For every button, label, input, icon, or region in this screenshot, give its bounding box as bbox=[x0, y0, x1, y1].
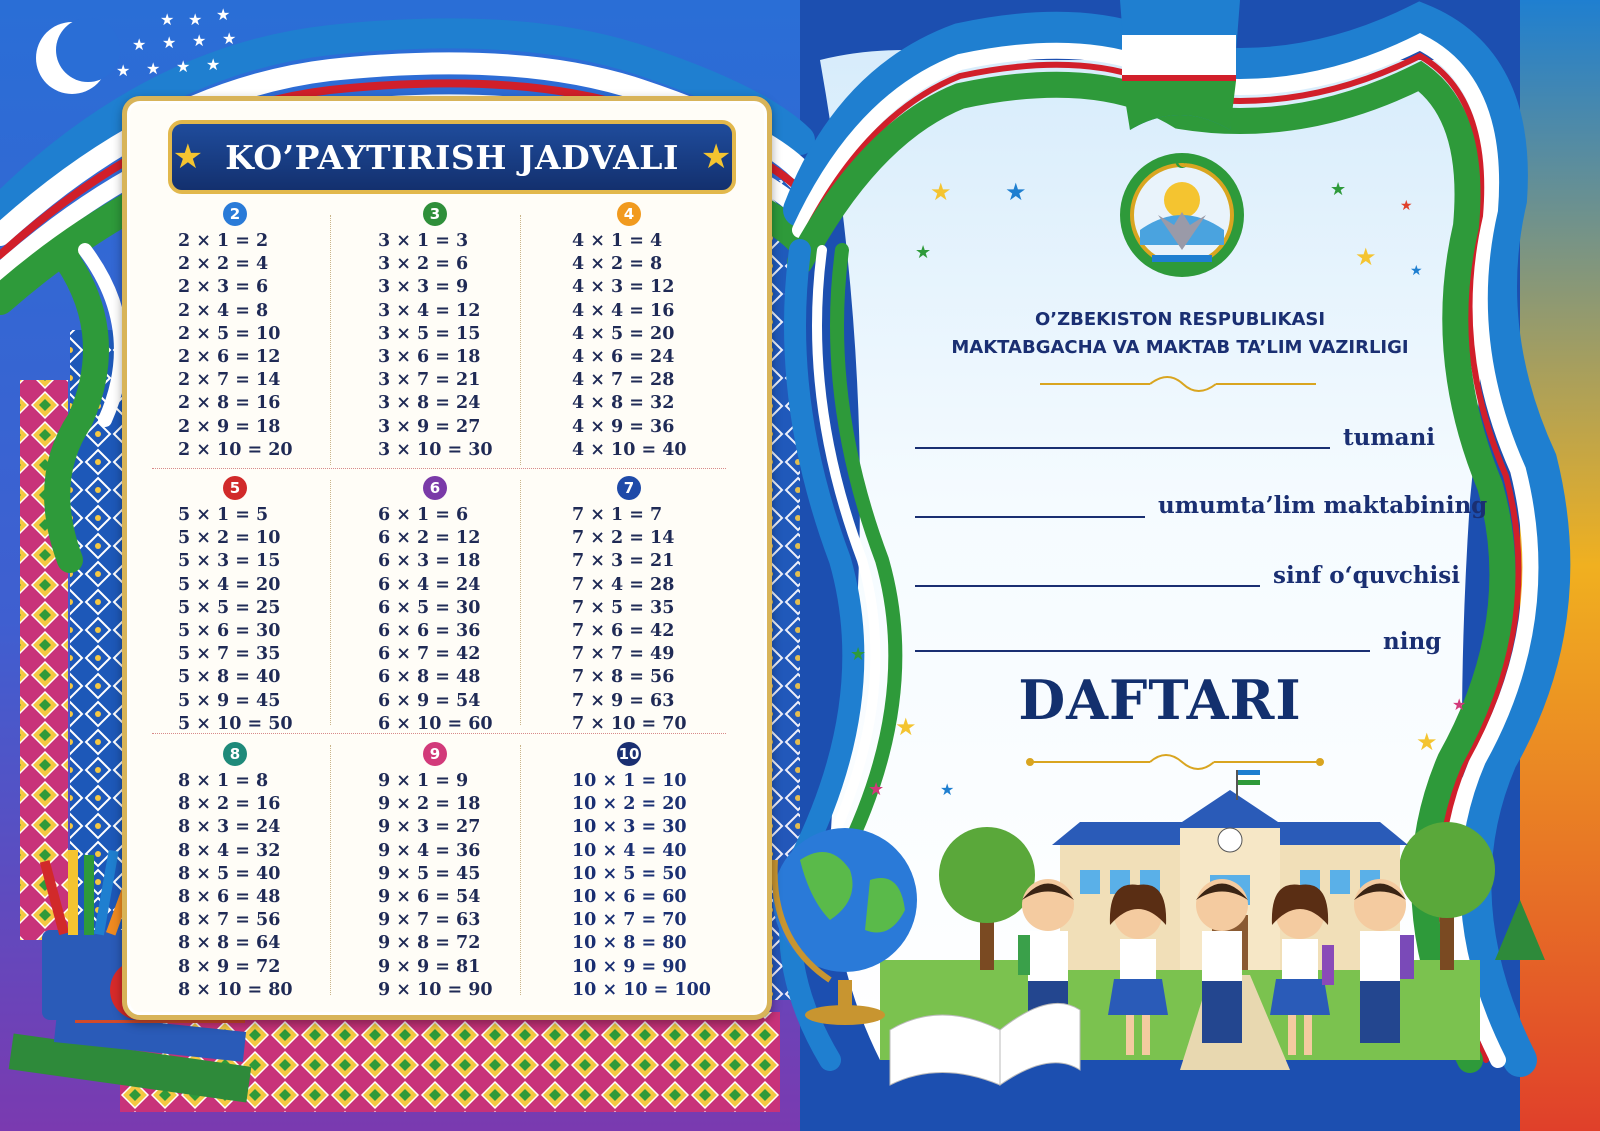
class-blank-line[interactable] bbox=[915, 585, 1260, 587]
table-title: KO’PAYTIRISH JADVALI bbox=[225, 137, 679, 177]
block-number-badge: 5 bbox=[223, 476, 247, 500]
notebook-title: DAFTARI bbox=[1018, 668, 1302, 732]
equation-line: 6 × 4 = 24 bbox=[378, 574, 481, 595]
block-number-badge: 2 bbox=[223, 202, 247, 226]
svg-text:★: ★ bbox=[1330, 179, 1347, 200]
equation-line: 10 × 9 = 90 bbox=[572, 956, 687, 977]
svg-text:★: ★ bbox=[192, 31, 207, 50]
equation-line: 2 × 4 = 8 bbox=[178, 300, 269, 321]
equation-line: 4 × 8 = 32 bbox=[572, 393, 675, 414]
equation-line: 6 × 3 = 18 bbox=[378, 551, 481, 572]
equation-line: 5 × 10 = 50 bbox=[178, 713, 293, 734]
svg-text:★: ★ bbox=[850, 644, 867, 665]
column-divider bbox=[330, 480, 331, 725]
svg-text:★: ★ bbox=[940, 780, 955, 799]
student-name-label: ning bbox=[1383, 628, 1442, 655]
svg-text:★: ★ bbox=[160, 10, 175, 29]
equation-line: 6 × 2 = 12 bbox=[378, 528, 481, 549]
equation-line: 6 × 6 = 36 bbox=[378, 621, 481, 642]
equation-line: 7 × 2 = 14 bbox=[572, 528, 675, 549]
block-number-badge: 7 bbox=[617, 476, 641, 500]
district-label: tumani bbox=[1343, 424, 1436, 451]
equation-line: 5 × 4 = 20 bbox=[178, 574, 281, 595]
equation-line: 5 × 1 = 5 bbox=[178, 505, 269, 525]
svg-text:★: ★ bbox=[1400, 198, 1413, 214]
block-number-badge: 3 bbox=[423, 202, 447, 226]
equation-line: 10 × 7 = 70 bbox=[572, 910, 687, 931]
equation-line: 8 × 10 = 80 bbox=[178, 979, 293, 1000]
equation-line: 9 × 3 = 27 bbox=[378, 817, 481, 838]
equation-line: 7 × 4 = 28 bbox=[572, 574, 675, 595]
equation-line: 5 × 6 = 30 bbox=[178, 621, 281, 642]
svg-text:★: ★ bbox=[176, 57, 191, 76]
equation-line: 2 × 8 = 16 bbox=[178, 393, 281, 414]
equation-line: 3 × 9 = 27 bbox=[378, 416, 481, 437]
column-divider bbox=[330, 215, 331, 465]
row-divider bbox=[152, 468, 726, 469]
equation-line: 3 × 10 = 30 bbox=[378, 439, 493, 460]
equation-line: 4 × 4 = 16 bbox=[572, 300, 675, 321]
svg-text:★: ★ bbox=[895, 713, 917, 741]
equation-line: 6 × 1 = 6 bbox=[378, 505, 469, 525]
table-block-5 bbox=[178, 476, 373, 736]
svg-text:★: ★ bbox=[1410, 263, 1423, 279]
table-block-9 bbox=[378, 742, 573, 1002]
equation-line: 7 × 3 = 21 bbox=[572, 551, 675, 572]
equation-line: 2 × 5 = 10 bbox=[178, 323, 281, 344]
column-divider bbox=[520, 215, 521, 465]
equation-line: 5 × 8 = 40 bbox=[178, 667, 281, 688]
svg-text:★: ★ bbox=[1005, 178, 1027, 206]
district-blank-line[interactable] bbox=[915, 447, 1330, 449]
equation-line: 3 × 7 = 21 bbox=[378, 370, 481, 391]
equation-line: 8 × 8 = 64 bbox=[178, 933, 281, 954]
svg-text:☪: ☪ bbox=[1173, 152, 1191, 173]
equation-line: 3 × 8 = 24 bbox=[378, 393, 481, 414]
equation-line: 5 × 2 = 10 bbox=[178, 528, 281, 549]
equation-line: 8 × 2 = 16 bbox=[178, 794, 281, 815]
svg-text:★: ★ bbox=[915, 242, 932, 263]
equation-line: 9 × 5 = 45 bbox=[378, 863, 481, 884]
equation-line: 3 × 2 = 6 bbox=[378, 254, 469, 275]
table-block-6 bbox=[378, 476, 573, 736]
equation-line: 9 × 10 = 90 bbox=[378, 979, 493, 1000]
table-block-2 bbox=[178, 202, 373, 462]
equation-line: 4 × 7 = 28 bbox=[572, 370, 675, 391]
star-icon: ★ bbox=[172, 137, 204, 177]
svg-text:★: ★ bbox=[116, 61, 131, 80]
column-divider bbox=[330, 745, 331, 995]
equation-line: 3 × 3 = 9 bbox=[378, 277, 469, 298]
equation-line: 9 × 1 = 9 bbox=[378, 771, 469, 791]
block-number-badge: 10 bbox=[617, 742, 641, 766]
equation-line: 10 × 3 = 30 bbox=[572, 817, 687, 838]
ministry-line-2: MAKTABGACHA VA MAKTAB TA’LIM VAZIRLIGI bbox=[951, 337, 1409, 358]
equation-line: 3 × 6 = 18 bbox=[378, 347, 481, 368]
svg-text:★: ★ bbox=[868, 779, 885, 800]
table-block-10 bbox=[572, 742, 767, 1002]
block-number-badge: 9 bbox=[423, 742, 447, 766]
school-blank-line[interactable] bbox=[915, 516, 1145, 518]
equation-line: 9 × 6 = 54 bbox=[378, 887, 481, 908]
equation-line: 2 × 3 = 6 bbox=[178, 277, 269, 298]
class-label: sinf o‘quvchisi bbox=[1273, 562, 1460, 589]
equation-line: 10 × 6 = 60 bbox=[572, 887, 687, 908]
equation-line: 2 × 1 = 2 bbox=[178, 231, 269, 251]
equation-line: 4 × 6 = 24 bbox=[572, 347, 675, 368]
equation-line: 6 × 10 = 60 bbox=[378, 713, 493, 734]
row-divider bbox=[152, 733, 726, 734]
equation-line: 6 × 9 = 54 bbox=[378, 690, 481, 711]
equation-line: 10 × 5 = 50 bbox=[572, 863, 687, 884]
svg-text:★: ★ bbox=[1452, 695, 1467, 714]
equation-line: 5 × 3 = 15 bbox=[178, 551, 281, 572]
state-emblem-icon bbox=[1120, 152, 1244, 277]
student-name-blank-line[interactable] bbox=[915, 650, 1370, 652]
ministry-heading bbox=[930, 306, 1430, 362]
svg-text:★: ★ bbox=[930, 178, 952, 206]
equation-line: 6 × 7 = 42 bbox=[378, 644, 481, 665]
equation-line: 3 × 5 = 15 bbox=[378, 323, 481, 344]
svg-text:★: ★ bbox=[222, 29, 237, 48]
ministry-line-1: O’ZBEKISTON RESPUBLIKASI bbox=[1034, 309, 1326, 330]
equation-line: 4 × 2 = 8 bbox=[572, 254, 663, 275]
equation-line: 2 × 7 = 14 bbox=[178, 370, 281, 391]
block-number-badge: 4 bbox=[617, 202, 641, 226]
equation-line: 8 × 4 = 32 bbox=[178, 840, 281, 861]
equation-line: 2 × 10 = 20 bbox=[178, 439, 293, 460]
svg-text:★: ★ bbox=[162, 33, 177, 52]
table-block-8 bbox=[178, 742, 373, 1002]
equation-line: 4 × 9 = 36 bbox=[572, 416, 675, 437]
equation-line: 8 × 6 = 48 bbox=[178, 887, 281, 908]
equation-line: 8 × 9 = 72 bbox=[178, 956, 281, 977]
svg-text:★: ★ bbox=[188, 10, 203, 29]
equation-line: 7 × 1 = 7 bbox=[572, 505, 663, 525]
block-number-badge: 6 bbox=[423, 476, 447, 500]
equation-line: 9 × 2 = 18 bbox=[378, 794, 481, 815]
equation-line: 7 × 6 = 42 bbox=[572, 621, 675, 642]
table-block-4 bbox=[572, 202, 767, 462]
equation-line: 10 × 1 = 10 bbox=[572, 771, 687, 791]
equation-line: 8 × 3 = 24 bbox=[178, 817, 281, 838]
equation-line: 6 × 5 = 30 bbox=[378, 597, 481, 618]
equation-line: 10 × 4 = 40 bbox=[572, 840, 687, 861]
equation-line: 9 × 4 = 36 bbox=[378, 840, 481, 861]
svg-text:★: ★ bbox=[216, 5, 231, 24]
equation-line: 9 × 7 = 63 bbox=[378, 910, 481, 931]
block-number-badge: 8 bbox=[223, 742, 247, 766]
column-divider bbox=[520, 745, 521, 995]
equation-line: 5 × 7 = 35 bbox=[178, 644, 281, 665]
column-divider bbox=[520, 480, 521, 725]
equation-line: 8 × 5 = 40 bbox=[178, 863, 281, 884]
equation-line: 7 × 7 = 49 bbox=[572, 644, 675, 665]
school-label: umumta’lim maktabining bbox=[1158, 492, 1488, 519]
equation-line: 3 × 1 = 3 bbox=[378, 231, 469, 251]
equation-line: 6 × 8 = 48 bbox=[378, 667, 481, 688]
equation-line: 2 × 2 = 4 bbox=[178, 254, 269, 275]
equation-line: 2 × 9 = 18 bbox=[178, 416, 281, 437]
table-block-7 bbox=[572, 476, 767, 736]
equation-line: 3 × 4 = 12 bbox=[378, 300, 481, 321]
equation-line: 7 × 9 = 63 bbox=[572, 690, 675, 711]
equation-line: 10 × 10 = 100 bbox=[572, 979, 711, 1000]
equation-line: 10 × 8 = 80 bbox=[572, 933, 687, 954]
equation-line: 5 × 5 = 25 bbox=[178, 597, 281, 618]
equation-line: 7 × 8 = 56 bbox=[572, 667, 675, 688]
equation-line: 7 × 10 = 70 bbox=[572, 713, 687, 734]
svg-text:★: ★ bbox=[1416, 728, 1438, 756]
star-icon: ★ bbox=[700, 137, 732, 177]
equation-line: 7 × 5 = 35 bbox=[572, 597, 675, 618]
equation-line: 9 × 9 = 81 bbox=[378, 956, 481, 977]
svg-text:★: ★ bbox=[1355, 243, 1377, 271]
table-block-3 bbox=[378, 202, 573, 462]
equation-line: 10 × 2 = 20 bbox=[572, 794, 687, 815]
equation-line: 4 × 5 = 20 bbox=[572, 323, 675, 344]
equation-line: 8 × 1 = 8 bbox=[178, 771, 269, 791]
table-title-banner bbox=[168, 120, 736, 194]
equation-line: 4 × 10 = 40 bbox=[572, 439, 687, 460]
svg-text:★: ★ bbox=[146, 59, 161, 78]
equation-line: 4 × 1 = 4 bbox=[572, 231, 663, 251]
equation-line: 4 × 3 = 12 bbox=[572, 277, 675, 298]
svg-text:★: ★ bbox=[132, 35, 147, 54]
equation-line: 8 × 7 = 56 bbox=[178, 910, 281, 931]
svg-text:★: ★ bbox=[206, 55, 221, 74]
equation-line: 2 × 6 = 12 bbox=[178, 347, 281, 368]
equation-line: 9 × 8 = 72 bbox=[378, 933, 481, 954]
equation-line: 5 × 9 = 45 bbox=[178, 690, 281, 711]
